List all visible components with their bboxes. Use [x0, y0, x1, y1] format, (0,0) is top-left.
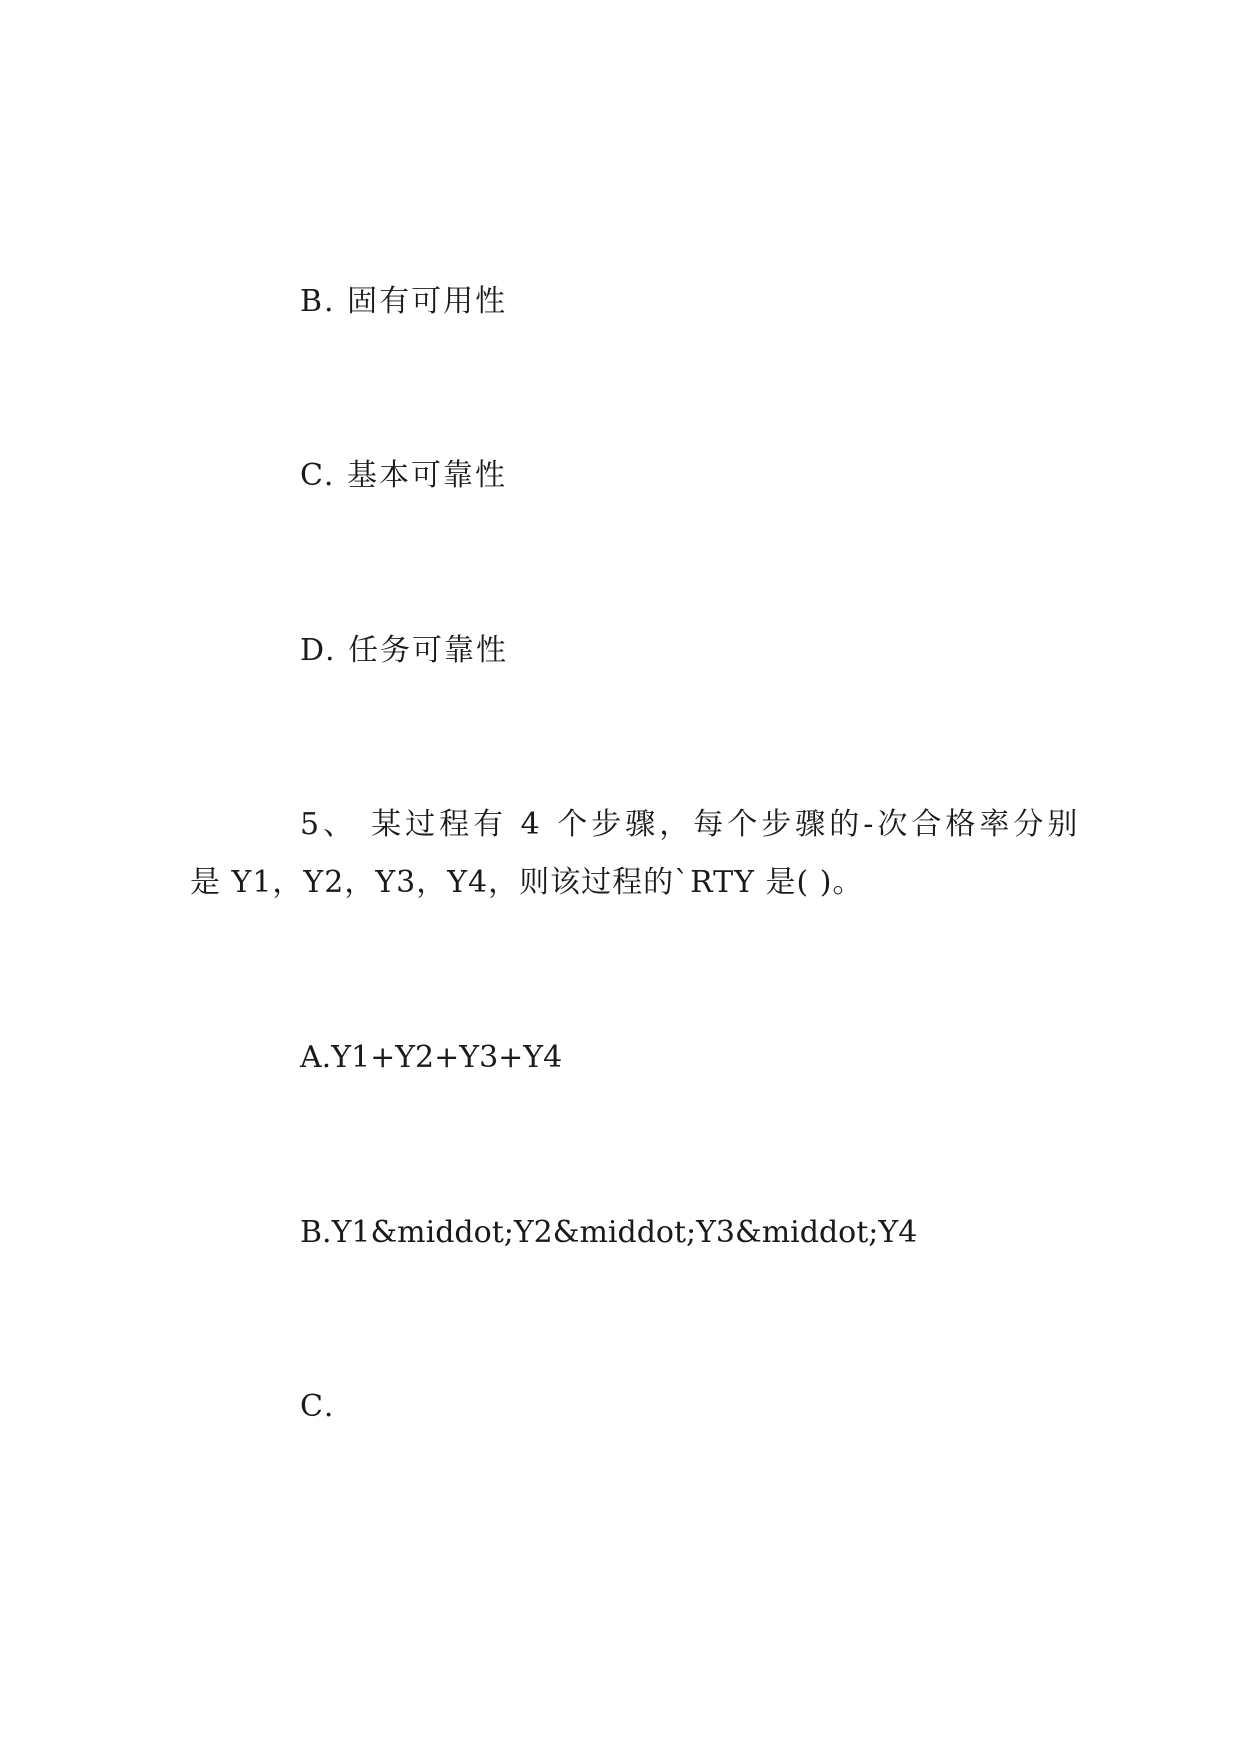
option-b-inherent-availability: B. 固有可用性 — [300, 284, 508, 319]
option-c-basic-reliability: C. 基本可靠性 — [300, 458, 507, 493]
question-5-stem-line-1 — [300, 807, 1081, 843]
option-c-empty: C. — [300, 1389, 336, 1424]
option-a-sum: A.Y1+Y2+Y3+Y4 — [300, 1040, 563, 1075]
question-number: 5、 — [300, 807, 358, 842]
question-5-text-1: 某过程有 4 个步骤，每个步骤的-次合格率分别 — [371, 807, 1082, 842]
option-d-mission-reliability: D. 任务可靠性 — [300, 633, 509, 668]
question-5-stem-line-2: 是 Y1，Y2，Y3，Y4，则该过程的`RTY 是( )。 — [190, 865, 864, 900]
option-b-product: B.Y1&middot;Y2&middot;Y3&middot;Y4 — [300, 1215, 918, 1250]
